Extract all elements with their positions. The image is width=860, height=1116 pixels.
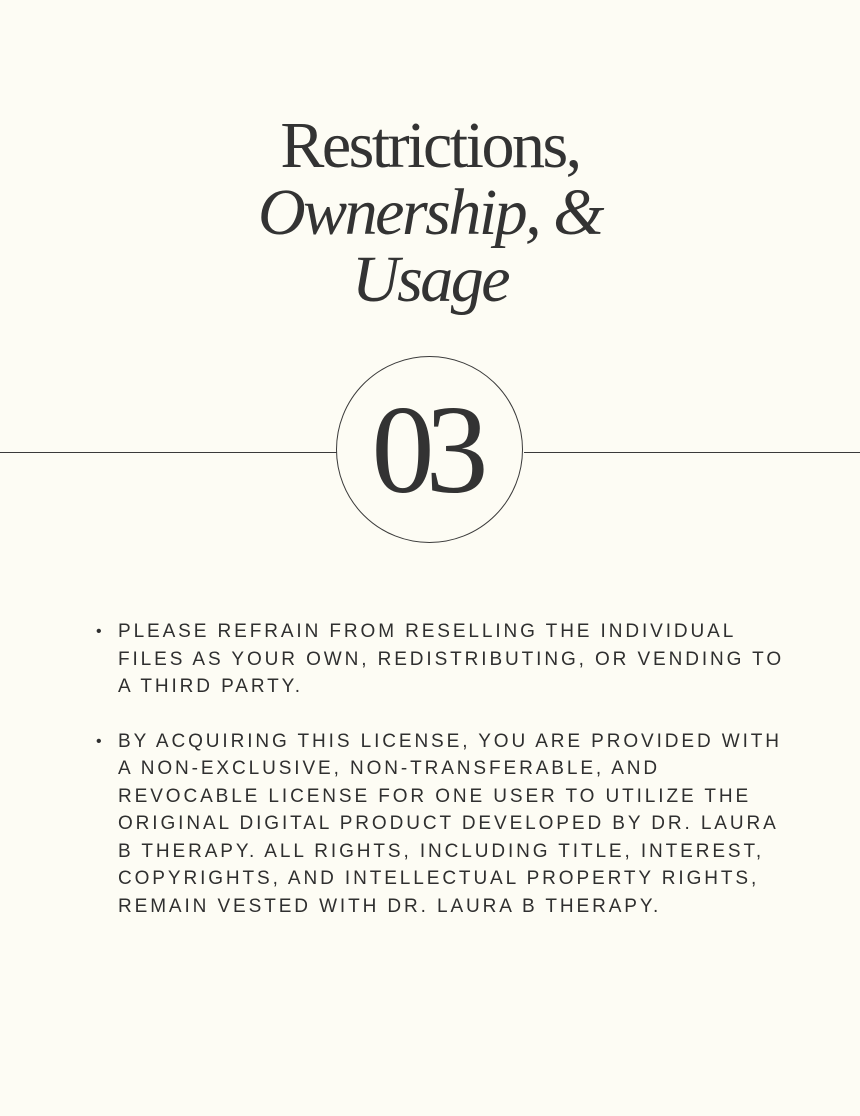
bullet-text-resale: PLEASE REFRAIN FROM RESELLING THE INDIVIDUAL FILES AS YOUR OWN, REDISTRIBUTING, OR VENDING TO A THIRD PARTY. — [118, 621, 785, 697]
divider-right — [524, 452, 860, 453]
title-line-restrictions: Restrictions, — [280, 109, 580, 182]
bullet-marker: • — [96, 623, 102, 640]
divider-left — [0, 452, 337, 453]
title-line-ownership: Ownership, & — [257, 176, 603, 249]
section-number: 03 — [371, 380, 480, 520]
list-item — [96, 728, 786, 921]
bullet-marker: • — [96, 732, 102, 750]
page-title — [0, 109, 860, 316]
terms-list — [96, 618, 786, 947]
title-line-usage: Usage — [351, 243, 509, 316]
section-number-circle — [336, 356, 523, 543]
bullet-text-license: BY ACQUIRING THIS LICENSE, YOU ARE PROVIDED WITH A NON-EXCLUSIVE, NON-TRANSFERABLE, AND REVOCABLE LICENSE FOR ONE USER TO UTILIZE THE ORIGINAL DIGITAL PRODUCT DEVELOPED BY DR. LAURA B THERAPY. ALL RIGHTS, INCLUDING TITLE, INTEREST, COPYRIGHTS, AND INTELLECTUAL PROPERTY RIGHTS, REMAIN VESTED WITH DR. LAURA B THERAPY. — [118, 730, 782, 917]
list-item — [96, 618, 786, 701]
